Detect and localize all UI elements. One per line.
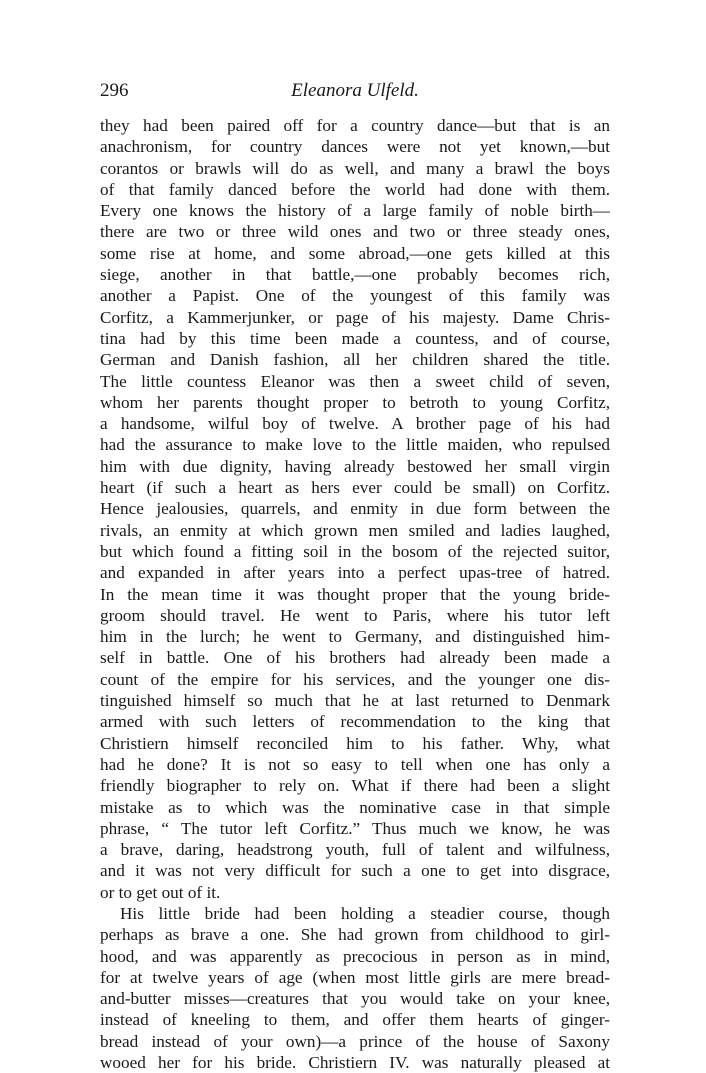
text-line: they had been paired off for a country dance—but that is an [100,116,610,135]
body-text [100,115,610,1073]
text-line: German and Danish fashion, all her children shared the title. [100,350,610,370]
text-line: a handsome, wilful boy of twelve. A brother page of his had [100,414,610,434]
text-line: siege, another in that battle,—one probably becomes rich, [100,265,610,285]
paragraph-end-line: or to get out of it. [100,882,221,902]
text-line: wooed her for his bride. Christiern IV. was naturally pleased at [100,1053,610,1073]
text-line: another a Papist. One of the youngest of this family was [100,286,610,306]
text-line: Christiern himself reconciled him to his father. Why, what [100,733,610,753]
text-line: and it was not very difficult for such a one to get into disgrace, [100,861,610,881]
text-line: perhaps as brave a one. She had grown from childhood to girl- [100,925,610,945]
text-line: rivals, an enmity at which grown men smiled and ladies laughed, [100,520,610,540]
text-line: bread instead of your own)—a prince of the house of Saxony [100,1031,610,1051]
text-line: had he done? It is not so easy to tell when one has only a [100,754,610,774]
text-line: groom should travel. He went to Paris, where his tutor left [100,605,610,625]
running-title: Eleanora Ulfeld. [291,80,419,101]
text-line: Hence jealousies, quarrels, and enmity in due form between the [100,499,610,519]
text-line: of that family danced before the world had done with them. [100,179,610,199]
text-line: In the mean time it was thought proper that the young bride- [100,584,610,604]
text-line: Every one knows the history of a large family of noble birth— [100,201,610,221]
text-line: him in the lurch; he went to Germany, and distinguished him- [100,627,610,647]
text-line: count of the empire for his services, and the younger one dis- [100,669,610,689]
text-line: friendly biographer to rely on. What if there had been a slight [100,776,610,796]
text-line: but which found a fitting soil in the bosom of the rejected suitor, [100,541,610,561]
text-line: and-butter misses—creatures that you would take on your knee, [100,989,610,1009]
text-line: whom her parents thought proper to betroth to young Corfitz, [100,392,610,412]
text-line: corantos or brawls will do as well, and many a brawl the boys [100,158,610,178]
text-line: had the assurance to make love to the little maiden, who repulsed [100,435,610,455]
text-line: anachronism, for country dances were not yet known,—but [100,137,610,157]
text-line: a brave, daring, headstrong youth, full of talent and wilfulness, [100,840,610,860]
text-line: phrase, “ The tutor left Corfitz.” Thus much we know, he was [100,818,610,838]
text-line: hood, and was apparently as precocious in person as in mind, [100,946,610,966]
text-line: him with due dignity, having already bestowed her small virgin [100,456,610,476]
text-line: some rise at home, and some abroad,—one gets killed at this [100,243,610,263]
page-header [100,80,610,106]
text-line: The little countess Eleanor was then a sweet child of seven, [100,371,610,391]
paragraph-start-line: His little bride had been holding a steadier course, though [120,903,610,923]
text-line: heart (if such a heart as hers ever could be small) on Corfitz. [100,478,610,498]
text-line: instead of kneeling to them, and offer them hearts of ginger- [100,1010,610,1030]
text-line: and expanded in after years into a perfect upas-tree of hatred. [100,563,610,583]
text-line: tina had by this time been made a countess, and of course, [100,328,610,348]
page-number: 296 [100,80,129,101]
text-line: for at twelve years of age (when most little girls are mere bread- [100,967,610,987]
text-line: Corfitz, a Kammerjunker, or page of his majesty. Dame Chris- [100,307,610,327]
text-line: armed with such letters of recommendation to the king that [100,712,610,732]
text-line: self in battle. One of his brothers had already been made a [100,648,610,668]
text-line: tinguished himself so much that he at last returned to Denmark [100,691,610,711]
text-line: mistake as to which was the nominative case in that simple [100,797,610,817]
text-line: there are two or three wild ones and two or three steady ones, [100,222,610,242]
